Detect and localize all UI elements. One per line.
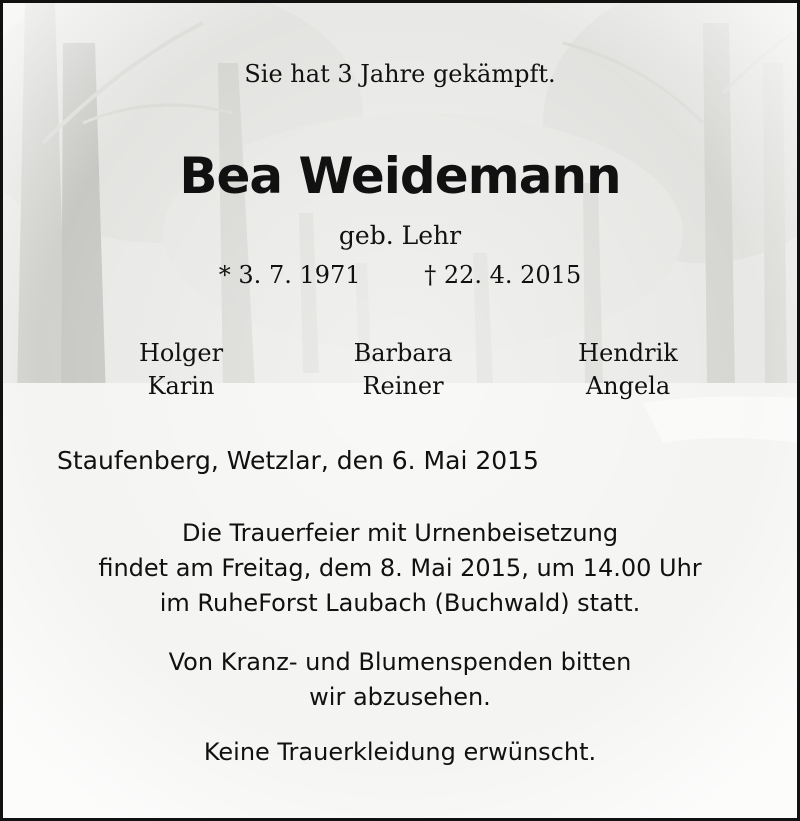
flowers-line: Von Kranz- und Blumenspenden bitten xyxy=(168,648,632,676)
deceased-name: Bea Weidemann xyxy=(179,147,621,205)
family-name: Hendrik xyxy=(578,339,678,367)
family-group xyxy=(528,337,728,403)
flowers-paragraph xyxy=(3,645,797,715)
birth-name: geb. Lehr xyxy=(338,221,462,250)
life-dates xyxy=(3,261,797,289)
family-group xyxy=(81,337,281,403)
family-name: Reiner xyxy=(362,372,444,400)
ceremony-line: Die Trauerfeier mit Urnenbeisetzung xyxy=(181,519,619,547)
motto-text: Sie hat 3 Jahre gekämpft. xyxy=(244,60,556,88)
ceremony-line: findet am Freitag, dem 8. Mai 2015, um 14.00 Uhr xyxy=(98,554,702,582)
family-name: Barbara xyxy=(353,339,453,367)
dress-code-line: Keine Trauerkleidung erwünscht. xyxy=(203,738,597,766)
flowers-line: wir abzusehen. xyxy=(309,683,491,711)
ceremony-paragraph xyxy=(3,516,797,621)
family-group xyxy=(303,337,503,403)
family-name: Holger xyxy=(138,339,224,367)
birth-date: * 3. 7. 1971 xyxy=(218,261,361,289)
family-name: Karin xyxy=(147,372,215,400)
place-date-line: Staufenberg, Wetzlar, den 6. Mai 2015 xyxy=(57,446,539,475)
family-name: Angela xyxy=(585,372,671,400)
death-date: † 22. 4. 2015 xyxy=(424,261,582,289)
ceremony-line: im RuheForst Laubach (Buchwald) statt. xyxy=(159,589,641,617)
